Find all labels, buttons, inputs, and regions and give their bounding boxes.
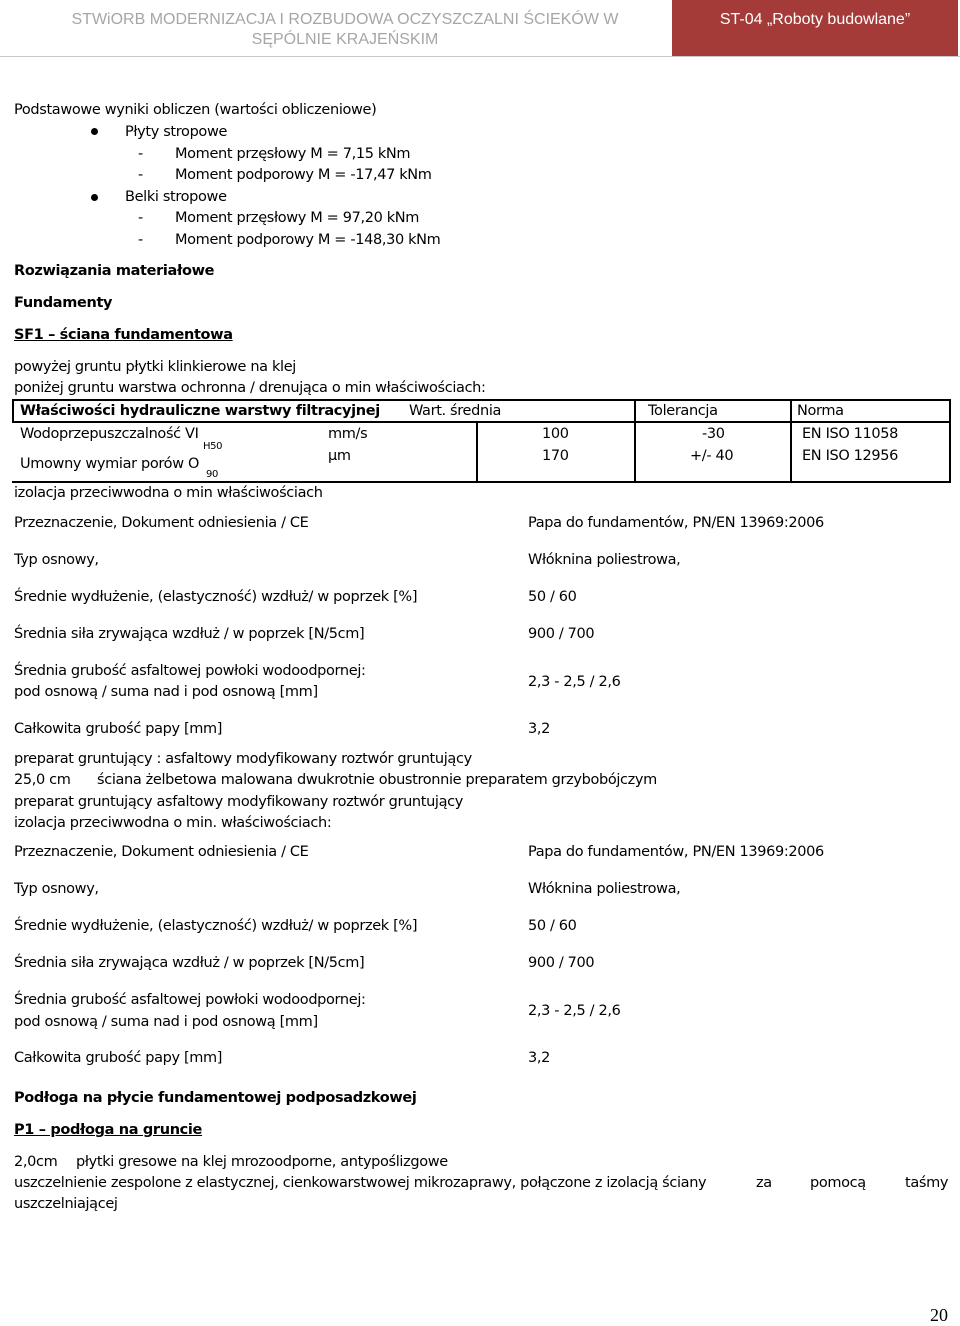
table-row-tolerance: -30 xyxy=(702,426,725,442)
coating-thickness-label: pod osnową / suma nad i pod osnową [mm] xyxy=(14,1014,318,1030)
waterproofing-intro: izolacja przeciwwodna o min właściwościach xyxy=(14,485,323,501)
sealing-text: taśmy xyxy=(905,1175,949,1191)
total-thickness-label: Całkowita grubość papy [mm] xyxy=(14,721,223,737)
coating-thickness-value: 2,3 - 2,5 / 2,6 xyxy=(528,674,621,690)
document-title: STWiORB MODERNIZACJA I ROZBUDOWA OCZYSZCZALNI ŚCIEKÓW W SĘPÓLNIE KRAJEŃSKIM xyxy=(71,11,619,48)
page-number: 20 xyxy=(930,1305,948,1325)
beams-label: Belki stropowe xyxy=(125,189,227,205)
p1-heading: P1 – podłoga na gruncie xyxy=(14,1122,203,1138)
sealing-text: pomocą xyxy=(810,1175,866,1191)
base-type-label: Typ osnowy, xyxy=(14,552,99,568)
sealing-text: uszczelniającej xyxy=(14,1196,118,1212)
coating-thickness-label: Średnia grubość asfaltowej powłoki wodoodpornej: xyxy=(14,663,366,679)
dash-mark: - xyxy=(138,210,143,226)
table-border xyxy=(949,399,951,483)
table-header-avg: Wart. średnia xyxy=(409,403,502,419)
base-type-value: Włóknina poliestrowa, xyxy=(528,552,681,568)
table-row-name: Wodoprzepuszczalność VI xyxy=(20,426,199,442)
slabs-label: Płyty stropowe xyxy=(125,124,228,140)
purpose-value: Papa do fundamentów, PN/EN 13969:2006 xyxy=(528,844,824,860)
tile-dimension: 2,0cm xyxy=(14,1154,58,1170)
purpose-label: Przeznaczenie, Dokument odniesienia / CE xyxy=(14,844,309,860)
hydraulic-properties-table xyxy=(12,399,951,483)
table-row-value: 100 xyxy=(542,426,569,442)
spec-title: ST-04 „Roboty budowlane” xyxy=(719,11,911,28)
wall-dimension: 25,0 cm xyxy=(14,772,71,788)
purpose-value: Papa do fundamentów, PN/EN 13969:2006 xyxy=(528,515,824,531)
elongation-label: Średnie wydłużenie, (elastyczność) wzdłuż/ w poprzek [%] xyxy=(14,589,418,605)
tile-description: płytki gresowe na klej mrozoodporne, antypoślizgowe xyxy=(76,1154,448,1170)
beam-span-moment: Moment przęsłowy M = 97,20 kNm xyxy=(175,210,420,226)
table-border xyxy=(790,399,792,483)
slab-support-moment: Moment podporowy M = -17,47 kNm xyxy=(175,167,432,183)
header-divider xyxy=(0,56,960,57)
table-border xyxy=(476,421,478,483)
total-thickness-label: Całkowita grubość papy [mm] xyxy=(14,1050,223,1066)
waterproofing-intro: izolacja przeciwwodna o min. właściwościach: xyxy=(14,815,332,831)
below-ground-text: poniżej gruntu warstwa ochronna / drenująca o min właściwościach: xyxy=(14,380,486,396)
table-row-name: Umowny wymiar porów O xyxy=(20,456,200,472)
coating-thickness-label: Średnia grubość asfaltowej powłoki wodoodpornej: xyxy=(14,992,366,1008)
table-row-unit: mm/s xyxy=(328,426,368,442)
elongation-label: Średnie wydłużenie, (elastyczność) wzdłuż/ w poprzek [%] xyxy=(14,918,418,934)
calc-heading: Podstawowe wyniki obliczen (wartości obliczeniowe) xyxy=(14,102,377,118)
tensile-force-label: Średnia siła zrywająca wzdłuż / w poprzek [N/5cm] xyxy=(14,955,365,971)
elongation-value: 50 / 60 xyxy=(528,589,577,605)
table-border xyxy=(12,399,951,401)
floor-heading: Podłoga na płycie fundamentowej podposadzkowej xyxy=(14,1090,417,1106)
table-border xyxy=(634,399,636,483)
document-header xyxy=(0,0,668,56)
table-border xyxy=(12,481,951,483)
coating-thickness-value: 2,3 - 2,5 / 2,6 xyxy=(528,1003,621,1019)
dash-mark: - xyxy=(138,232,143,248)
dash-mark: - xyxy=(138,146,143,162)
sf1-heading: SF1 – ściana fundamentowa xyxy=(14,327,233,343)
coating-thickness-label: pod osnową / suma nad i pod osnową [mm] xyxy=(14,684,318,700)
table-row-tolerance: +/- 40 xyxy=(690,448,734,464)
base-type-value: Włóknina poliestrowa, xyxy=(528,881,681,897)
primer-text: preparat gruntujący asfaltowy modyfikowany roztwór gruntujący xyxy=(14,794,464,810)
table-row-value: 170 xyxy=(542,448,569,464)
table-row-norm: EN ISO 12956 xyxy=(802,448,899,464)
table-border xyxy=(12,399,14,423)
foundations-heading: Fundamenty xyxy=(14,295,113,311)
table-row-subscript: 90 xyxy=(206,469,219,480)
total-thickness-value: 3,2 xyxy=(528,721,551,737)
sealing-text: uszczelnienie zespolone z elastycznej, cienkowarstwowej mikrozaprawy, połączone z izolacją ściany xyxy=(14,1175,707,1191)
tensile-force-value: 900 / 700 xyxy=(528,626,595,642)
spec-badge xyxy=(672,0,958,56)
base-type-label: Typ osnowy, xyxy=(14,881,99,897)
total-thickness-value: 3,2 xyxy=(528,1050,551,1066)
elongation-value: 50 / 60 xyxy=(528,918,577,934)
dash-mark: - xyxy=(138,167,143,183)
materials-heading: Rozwiązania materiałowe xyxy=(14,263,215,279)
table-row-unit: µm xyxy=(328,448,351,464)
table-border xyxy=(12,421,951,423)
primer-text: preparat gruntujący : asfaltowy modyfikowany roztwór gruntujący xyxy=(14,751,472,767)
bullet-icon xyxy=(91,194,98,201)
table-header-property: Właściwości hydrauliczne warstwy filtracyjnej xyxy=(20,403,380,419)
slab-span-moment: Moment przęsłowy M = 7,15 kNm xyxy=(175,146,411,162)
wall-description: ściana żelbetowa malowana dwukrotnie obustronnie preparatem grzybobójczym xyxy=(97,772,657,788)
tensile-force-label: Średnia siła zrywająca wzdłuż / w poprzek [N/5cm] xyxy=(14,626,365,642)
sealing-text: za xyxy=(756,1175,772,1191)
table-row-norm: EN ISO 11058 xyxy=(802,426,899,442)
beam-support-moment: Moment podporowy M = -148,30 kNm xyxy=(175,232,441,248)
tensile-force-value: 900 / 700 xyxy=(528,955,595,971)
table-row-subscript: H50 xyxy=(203,441,223,452)
purpose-label: Przeznaczenie, Dokument odniesienia / CE xyxy=(14,515,309,531)
bullet-icon xyxy=(91,128,98,135)
table-header-tolerance: Tolerancja xyxy=(648,403,718,419)
table-header-norm: Norma xyxy=(797,403,844,419)
above-ground-text: powyżej gruntu płytki klinkierowe na klej xyxy=(14,359,296,375)
